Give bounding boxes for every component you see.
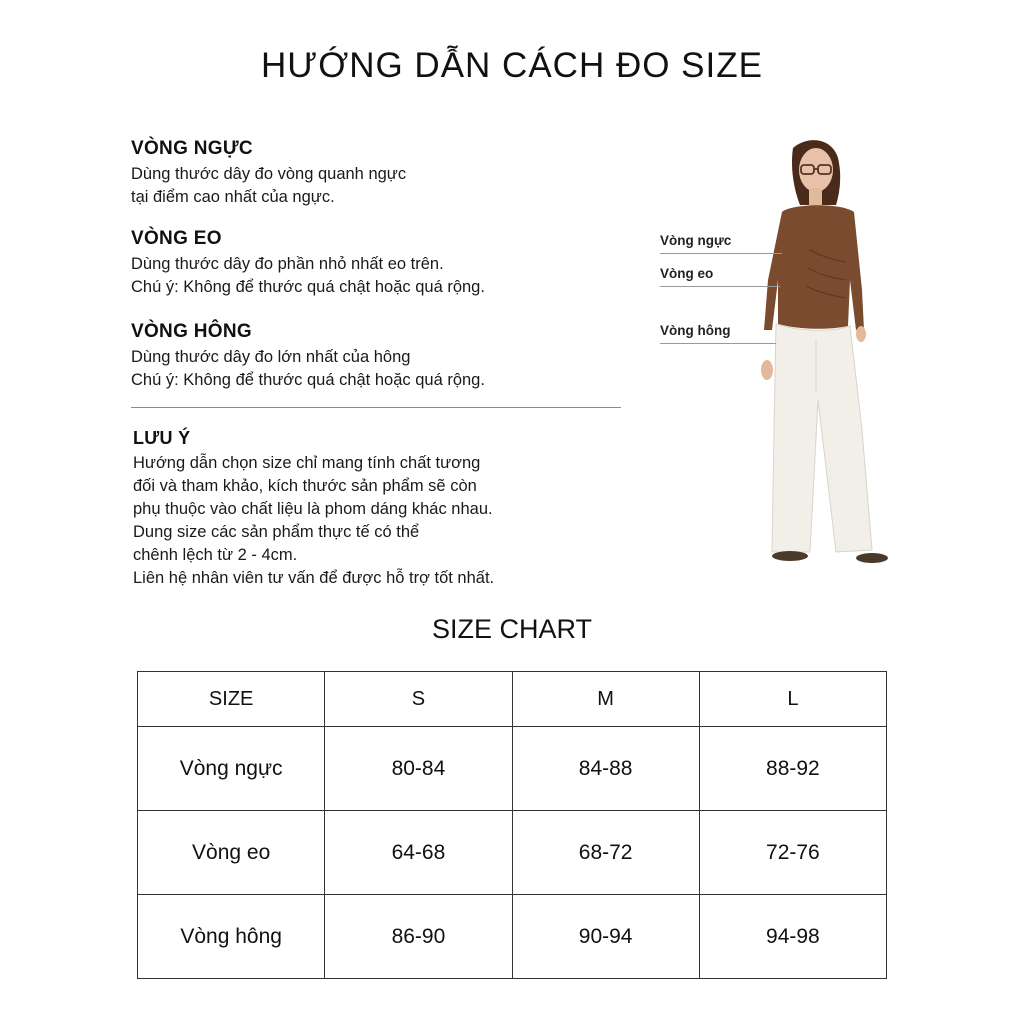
table-row	[138, 727, 887, 811]
table-header-row	[138, 672, 887, 727]
note-line: đối và tham khảo, kích thước sản phẩm sẽ còn	[133, 477, 477, 495]
chest-text-line-1: Dùng thước dây đo vòng quanh ngực	[131, 165, 407, 183]
hip-text-line-1: Dùng thước dây đo lớn nhất của hông	[131, 348, 411, 366]
size-chart-title: SIZE CHART	[431, 614, 593, 644]
hip-text-line-2: Chú ý: Không để thước quá chật hoặc quá rộng.	[131, 371, 485, 389]
size-chart-table	[137, 671, 887, 979]
section-waist	[131, 228, 485, 299]
figure-line-waist	[660, 286, 780, 287]
model-top	[764, 205, 864, 330]
section-divider	[131, 407, 621, 408]
note-line: Liên hệ nhân viên tư vấn để được hỗ trợ tốt nhất.	[133, 569, 495, 587]
note-line: chênh lệch từ 2 - 4cm.	[133, 546, 298, 564]
model-face	[799, 148, 833, 192]
header-cell: SIZE	[138, 672, 325, 727]
note-line: Dung size các sản phẩm thực tế có thể	[133, 523, 420, 541]
model-neck	[809, 188, 822, 206]
figure-line-chest	[660, 253, 782, 254]
section-chest	[131, 138, 406, 209]
row-label-cell: Vòng ngực	[138, 727, 325, 811]
table-cell: 94-98	[699, 895, 886, 979]
note-line: phụ thuộc vào chất liệu là phom dáng khác nhau.	[133, 500, 493, 518]
header-cell: S	[325, 672, 512, 727]
table-cell: 86-90	[325, 895, 512, 979]
model-pants	[772, 324, 872, 552]
table-cell: 64-68	[325, 811, 512, 895]
section-note	[133, 428, 494, 590]
row-label-cell: Vòng hông	[138, 895, 325, 979]
model-right-shoe	[856, 553, 888, 563]
model-left-shoe	[772, 551, 808, 561]
chest-heading: VÒNG NGỰC	[131, 138, 253, 159]
model-right-hand	[856, 326, 866, 342]
row-label-cell: Vòng eo	[138, 811, 325, 895]
figure-label-hip: Vòng hông	[660, 323, 731, 338]
hip-heading: VÒNG HÔNG	[131, 321, 252, 342]
note-heading: LƯU Ý	[133, 428, 191, 448]
table-cell: 68-72	[512, 811, 699, 895]
note-line: Hướng dẫn chọn size chỉ mang tính chất tương	[133, 454, 481, 472]
model-illustration	[650, 130, 910, 570]
chest-text-line-2: tại điểm cao nhất của ngực.	[131, 188, 335, 206]
table-row	[138, 895, 887, 979]
header-cell: L	[699, 672, 886, 727]
figure-label-chest: Vòng ngực	[660, 233, 732, 248]
table-cell: 90-94	[512, 895, 699, 979]
waist-text-line-2: Chú ý: Không để thước quá chật hoặc quá rộng.	[131, 278, 485, 296]
figure-label-waist: Vòng eo	[660, 266, 714, 281]
model-figure	[650, 130, 910, 570]
section-hip	[131, 321, 485, 392]
table-cell: 84-88	[512, 727, 699, 811]
table-row	[138, 811, 887, 895]
figure-line-hip	[660, 343, 776, 344]
table-cell: 72-76	[699, 811, 886, 895]
waist-text-line-1: Dùng thước dây đo phần nhỏ nhất eo trên.	[131, 255, 444, 273]
table-cell: 88-92	[699, 727, 886, 811]
table-cell: 80-84	[325, 727, 512, 811]
waist-heading: VÒNG EO	[131, 228, 222, 249]
header-cell: M	[512, 672, 699, 727]
page-title: HƯỚNG DẪN CÁCH ĐO SIZE	[261, 46, 763, 85]
model-left-hand	[761, 360, 773, 380]
